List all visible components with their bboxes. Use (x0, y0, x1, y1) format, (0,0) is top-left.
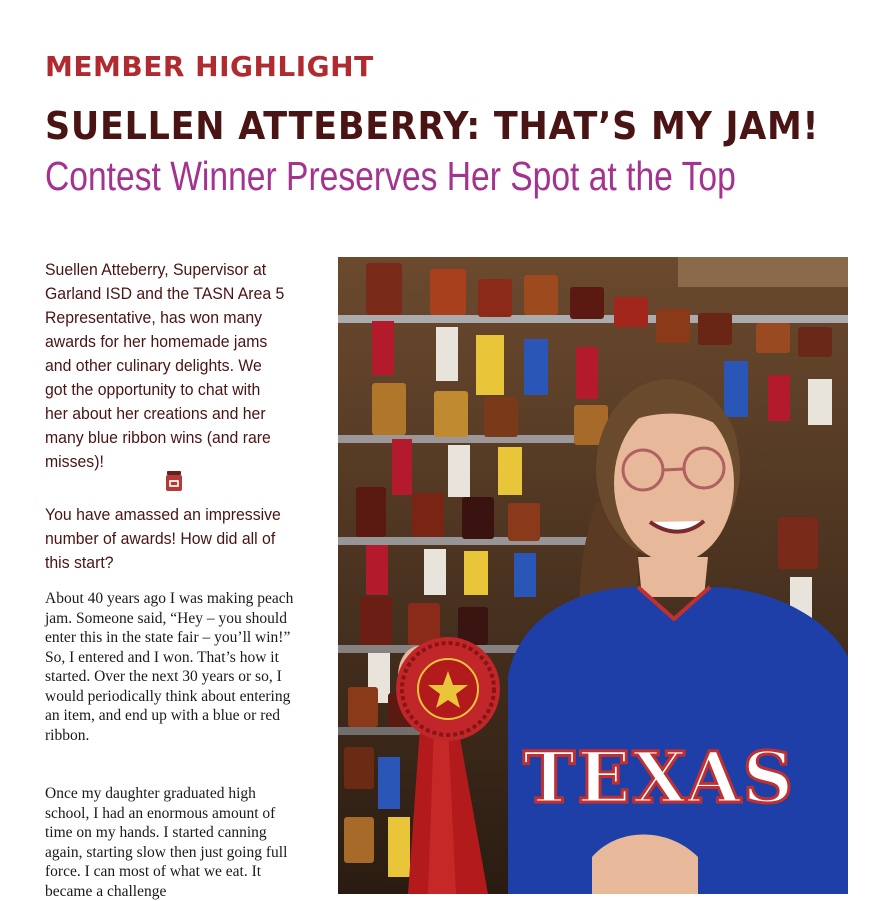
interview-question: You have amassed an impressive number of awards! How did all of this start? (45, 505, 281, 572)
jersey-text: TEXAS (523, 736, 796, 819)
answer-paragraph: About 40 years ago I was making peach jam. Someone said, “Hey – you should enter this in the state fair – you’ll win!” So, I entered and I won. That’s how it started. Over the next 30 years or so, I would periodically think about entering an item, and end up with a blue or red ribbon. (45, 590, 294, 744)
answer-paragraph: Once my daughter graduated high school, I had an enormous amount of time on my hands. I started canning again, starting slow then just going full force. I can most of what we eat. It became a challenge (45, 785, 288, 900)
jam-jar-icon (166, 471, 182, 491)
article-subtitle: Contest Winner Preserves Her Spot at the Top (45, 153, 736, 199)
section-kicker: MEMBER HIGHLIGHT (45, 50, 374, 83)
article-title: SUELLEN ATTEBERRY: THAT’S MY JAM! (45, 104, 820, 148)
woman-with-ribbon-photo (338, 257, 848, 894)
article-intro: Suellen Atteberry, Supervisor at Garland ISD and the TASN Area 5 Representative, has won many awards for her homemade jams and other culinary delights. We got the opportunity to chat with her about her creations and her many blue ribbon wins (and rare misses)! (45, 260, 285, 471)
feature-photo (338, 257, 848, 894)
